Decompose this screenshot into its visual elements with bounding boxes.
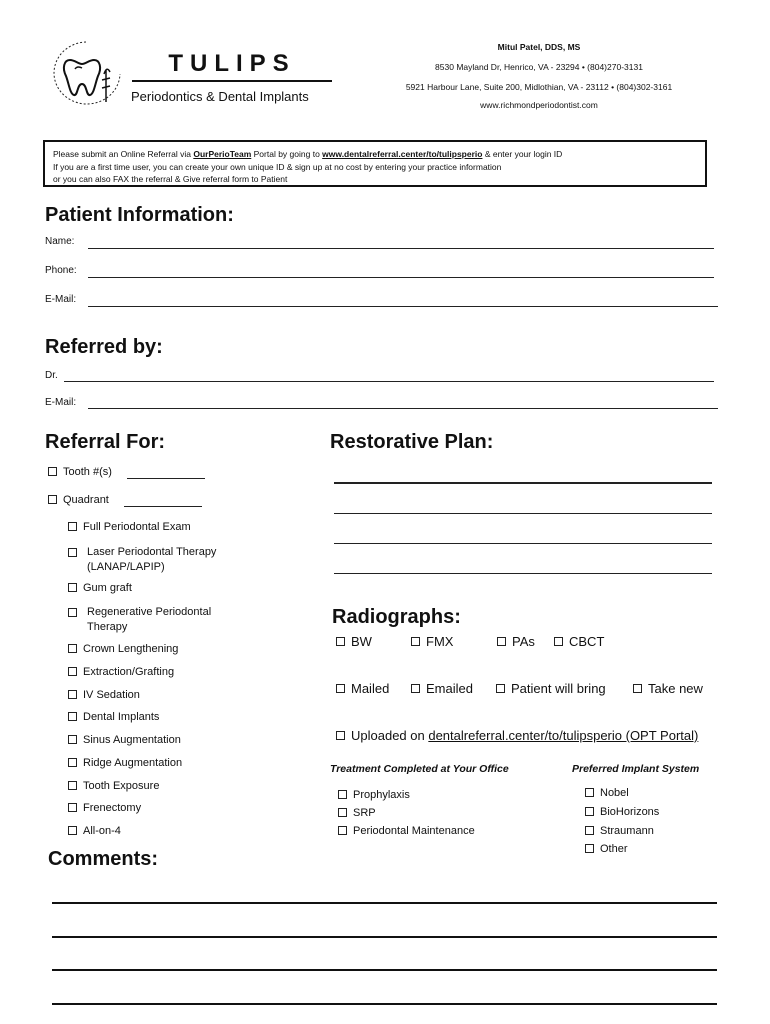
- patient-email-field[interactable]: [88, 306, 718, 307]
- restorative-line-4[interactable]: [334, 573, 712, 574]
- address-midlothian: 5921 Harbour Lane, Suite 200, Midlothian, VA - 23112 • (804)302-3161: [405, 82, 673, 92]
- checkbox-srp[interactable]: SRP: [338, 807, 376, 819]
- checkbox-regenerative-therapy[interactable]: Regenerative Periodontal Therapy: [68, 605, 238, 635]
- comment-line-2[interactable]: [52, 936, 717, 938]
- referral-notice: Please submit an Online Referral via OurPerioTeam Portal by going to www.dentalreferral.center/to/tulipsperio & enter your login ID If you are a first time user, you can create your own unique ID & sign up at no cost by entering your practice information or you can also FAX the referral & Give referral form to Patient: [43, 140, 707, 187]
- referral-for-title: Referral For:: [45, 431, 166, 453]
- address-henrico: 8530 Mayland Dr, Henrico, VA - 23294 • (804)270-3131: [435, 62, 643, 72]
- comments-title: Comments:: [48, 848, 159, 870]
- portal-name: OurPerioTeam: [193, 149, 252, 159]
- dr-label: Dr.: [45, 370, 58, 381]
- checkbox-frenectomy[interactable]: Frenectomy: [68, 802, 141, 814]
- checkbox-laser-periodontal-therapy[interactable]: Laser Periodontal Therapy (LANAP/LAPIP): [68, 545, 248, 575]
- checkbox-pas[interactable]: PAs: [497, 634, 535, 649]
- radiographs-title: Radiographs:: [332, 606, 461, 628]
- referral-url[interactable]: www.dentalreferral.center/to/tulipsperio: [322, 149, 483, 159]
- brand-divider: [132, 80, 332, 82]
- restorative-line-3[interactable]: [334, 543, 712, 544]
- checkbox-tooth-exposure[interactable]: Tooth Exposure: [68, 780, 159, 792]
- comment-line-4[interactable]: [52, 1003, 717, 1005]
- referrer-email-field[interactable]: [88, 408, 718, 409]
- checkbox-crown-lengthening[interactable]: Crown Lengthening: [68, 643, 178, 655]
- referred-by-title: Referred by:: [45, 336, 163, 358]
- quadrant-field[interactable]: [124, 506, 202, 507]
- name-field[interactable]: [88, 248, 714, 249]
- brand-name: TULIPS: [168, 50, 296, 77]
- tulips-logo: [46, 40, 124, 106]
- checkbox-ridge-augmentation[interactable]: Ridge Augmentation: [68, 757, 182, 769]
- checkbox-patient-will-bring[interactable]: Patient will bring: [496, 681, 606, 696]
- checkbox-straumann[interactable]: Straumann: [585, 825, 654, 837]
- checkbox-biohorizons[interactable]: BioHorizons: [585, 806, 659, 818]
- checkbox-cbct[interactable]: CBCT: [554, 634, 604, 649]
- comment-line-1[interactable]: [52, 902, 717, 904]
- patient-email-label: E-Mail:: [45, 294, 77, 305]
- doctor-name: Mitul Patel, DDS, MS: [497, 42, 581, 52]
- checkbox-extraction-grafting[interactable]: Extraction/Grafting: [68, 666, 174, 678]
- treatment-completed-title: Treatment Completed at Your Office: [330, 763, 509, 775]
- implant-system-title: Preferred Implant System: [572, 763, 700, 775]
- doctor-field[interactable]: [64, 381, 714, 382]
- checkbox-mailed[interactable]: Mailed: [336, 681, 389, 696]
- tooth-checkbox[interactable]: Tooth #(s): [48, 466, 112, 478]
- checkbox-emailed[interactable]: Emailed: [411, 681, 473, 696]
- phone-label: Phone:: [45, 265, 77, 276]
- checkbox-take-new[interactable]: Take new: [633, 681, 703, 696]
- checkbox-other[interactable]: Other: [585, 843, 628, 855]
- comment-line-3[interactable]: [52, 969, 717, 971]
- checkbox-iv-sedation[interactable]: IV Sedation: [68, 689, 140, 701]
- checkbox-all-on-4[interactable]: All-on-4: [68, 825, 121, 837]
- name-label: Name:: [45, 236, 75, 247]
- checkbox-sinus-augmentation[interactable]: Sinus Augmentation: [68, 734, 181, 746]
- checkbox-fmx[interactable]: FMX: [411, 634, 453, 649]
- checkbox-prophylaxis[interactable]: Prophylaxis: [338, 789, 410, 801]
- checkbox-dental-implants[interactable]: Dental Implants: [68, 711, 159, 723]
- referrer-email-label: E-Mail:: [45, 397, 77, 408]
- opt-portal-link[interactable]: dentalreferral.center/to/tulipsperio (OPT Portal): [428, 728, 699, 743]
- checkbox-periodontal-maintenance[interactable]: Periodontal Maintenance: [338, 825, 475, 837]
- restorative-line-1[interactable]: [334, 482, 712, 484]
- website[interactable]: www.richmondperiodontist.com: [480, 100, 598, 110]
- quadrant-checkbox[interactable]: Quadrant: [48, 494, 109, 506]
- checkbox-nobel[interactable]: Nobel: [585, 787, 629, 799]
- patient-info-title: Patient Information:: [45, 204, 234, 226]
- restorative-line-2[interactable]: [334, 513, 712, 514]
- checkbox-gum-graft[interactable]: Gum graft: [68, 582, 132, 594]
- restorative-plan-title: Restorative Plan:: [330, 431, 494, 453]
- checkbox-full-periodontal-exam[interactable]: Full Periodontal Exam: [68, 521, 191, 533]
- checkbox-bw[interactable]: BW: [336, 634, 372, 649]
- phone-field[interactable]: [88, 277, 714, 278]
- brand-subtitle: Periodontics & Dental Implants: [131, 89, 309, 104]
- checkbox-uploaded-opt-portal[interactable]: Uploaded on dentalreferral.center/to/tulipsperio (OPT Portal): [336, 728, 698, 743]
- tooth-number-field[interactable]: [127, 478, 205, 479]
